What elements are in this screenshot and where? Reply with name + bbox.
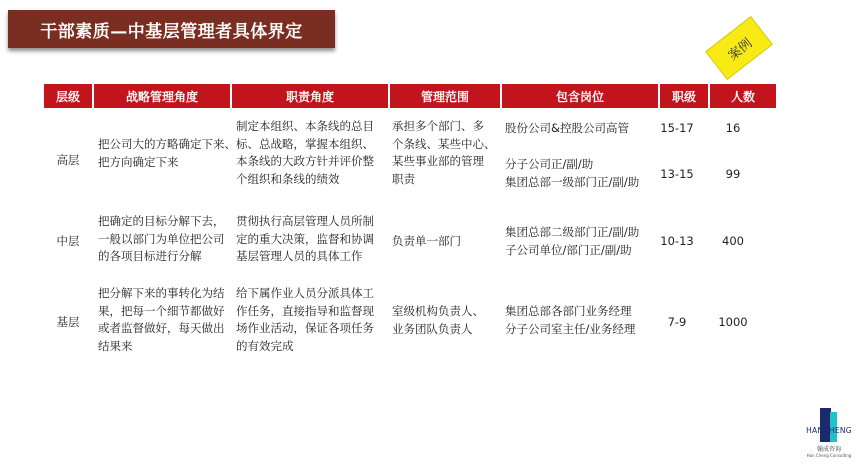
duty-cell: 贯彻执行高层管理人员所制 定的重大决策，监督和协调 基层管理人员的具体工作: [236, 214, 374, 263]
header-duty: 职责角度: [232, 84, 388, 108]
logo-subtitle: 翰成咨询: [816, 446, 841, 453]
page-title: 干部素质—中基层管理者具体界定: [8, 10, 335, 48]
company-logo: [800, 408, 858, 464]
duty-cell: 制定本组织、本条线的总目 标、总战略，掌握本组织、 本条线的大政方针并评价整 个组织和条线的绩效: [236, 119, 374, 186]
count-cell: 16: [725, 121, 741, 135]
scope-cell: 室级机构负责人、 业务团队负责人: [392, 304, 484, 336]
logo-brand: HANCHENG: [806, 426, 852, 435]
positions-cell: 分子公司正/副/助 集团总部一级部门正/副/助: [505, 157, 640, 189]
grade-cell: 13-15: [660, 167, 694, 181]
header-scope: 管理范围: [390, 84, 500, 108]
grade-cell: 15-17: [660, 121, 694, 135]
header-positions: 包含岗位: [502, 84, 658, 108]
positions-cell: 集团总部各部门业务经理 分子公司室主任/业务经理: [505, 304, 636, 336]
level-cell: 基层: [56, 315, 80, 329]
positions-cell: 股份公司&控股公司高管: [505, 121, 629, 135]
scope-cell: 负责单一部门: [392, 234, 461, 248]
case-stamp-label: 案例: [725, 35, 756, 64]
case-stamp: [705, 16, 773, 80]
level-cell: 中层: [56, 234, 80, 248]
header-count: 人数: [710, 84, 776, 108]
count-cell: 1000: [718, 315, 748, 329]
strategy-cell: 把确定的目标分解下去， 一般以部门为单位把公司 的各项目标进行分解: [98, 214, 225, 263]
strategy-cell: 把公司大的方略确定下来、 把方向确定下来: [98, 137, 236, 169]
scope-cell: 承担多个部门、多 个条线、某些中心、 某些事业部的管理 职责: [392, 119, 496, 186]
header-level: 层级: [44, 84, 92, 108]
count-cell: 99: [725, 167, 741, 181]
table-header: [44, 84, 764, 108]
grade-cell: 10-13: [660, 234, 694, 248]
level-cell: 高层: [56, 153, 80, 167]
grade-cell: 7-9: [667, 315, 687, 329]
duty-cell: 给下属作业人员分派具体工 作任务，直接指导和监督现 场作业活动，保证各项任务 的有效完成: [236, 286, 374, 353]
count-cell: 400: [722, 234, 744, 248]
strategy-cell: 把分解下来的事转化为结 果，把每一个细节都做好 或者监督做好，每天做出 结果来: [98, 286, 225, 353]
header-strategy: 战略管理角度: [94, 84, 230, 108]
header-grade: 职级: [660, 84, 708, 108]
logo-tagline: Han Cheng Consulting: [806, 453, 852, 458]
positions-cell: 集团总部二级部门正/副/助 子公司单位/部门正/副/助: [505, 225, 640, 257]
